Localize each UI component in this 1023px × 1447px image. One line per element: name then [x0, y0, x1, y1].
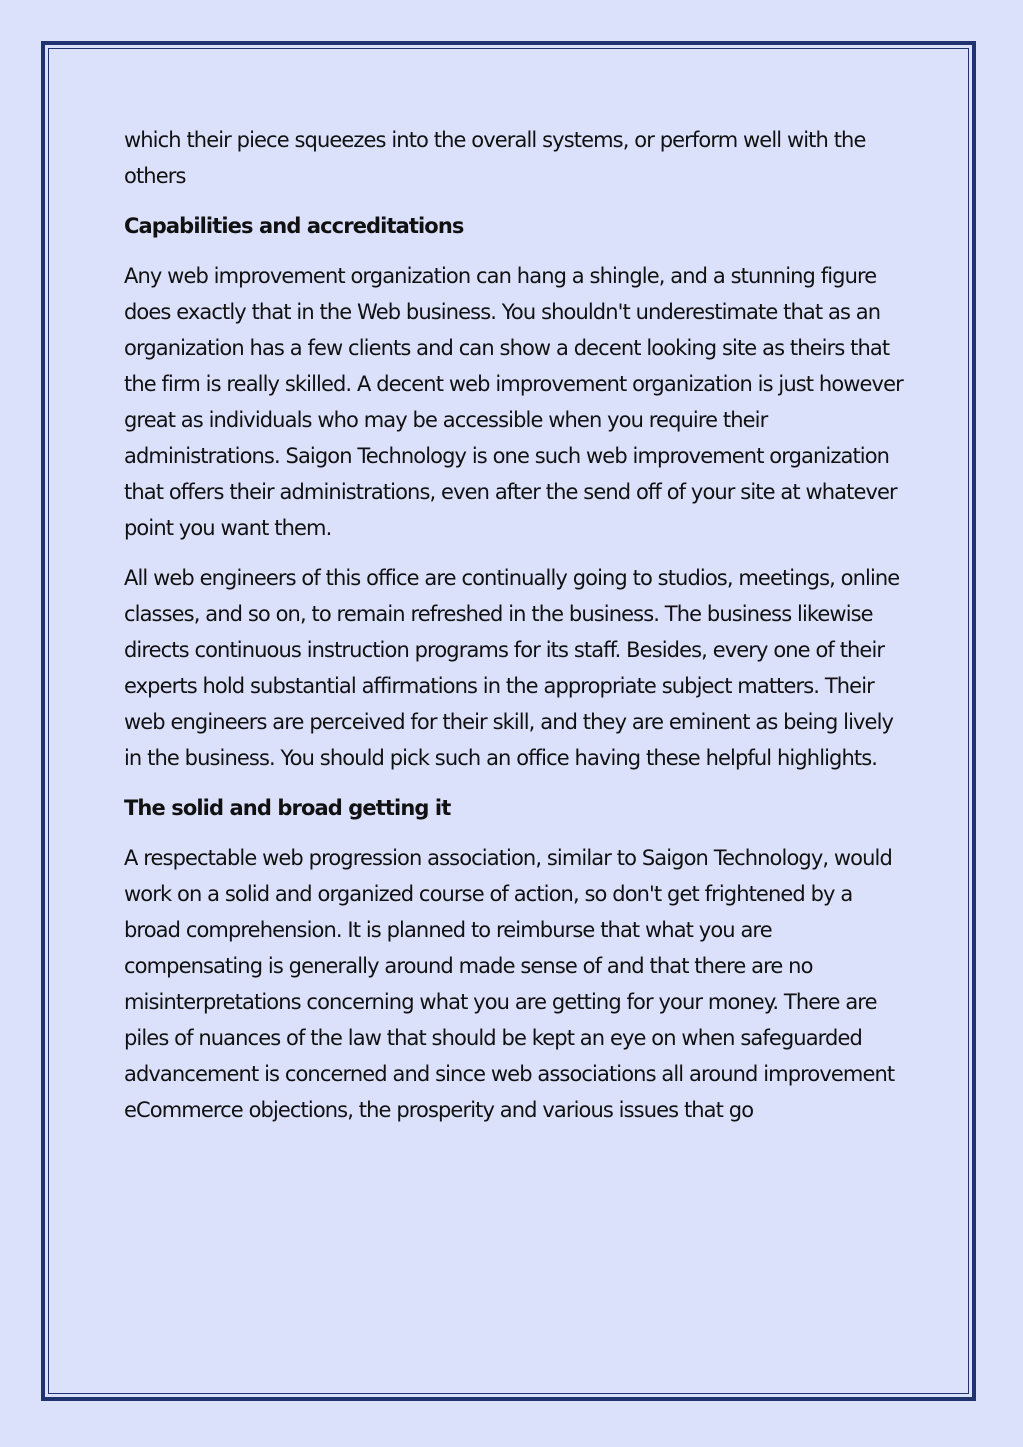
- paragraph-capabilities: Any web improvement organization can hang a shingle, and a stunning figure does exactly that in the Web business. You shouldn't underestimate that as an organization has a few clients and can show a decent looking site as theirs that the firm is really skilled. A decent web improvement organization is just however great as individuals who may be accessible when you require their administrations. Saigon Technology is one such web improvement organization that offers their administrations, even after the send off of your site at whatever point you want them.: [124, 264, 903, 540]
- paragraph-engineers: All web engineers of this office are continually going to studios, meetings, online classes, and so on, to remain refreshed in the business. The business likewise directs continuous instruction programs for its staff. Besides, every one of their experts hold substantial affirmations in the appropriate subject matters. Their web engineers are perceived for their skill, and they are eminent as being lively in the business. You should pick such an office having these helpful highlights.: [124, 566, 900, 770]
- section-heading-capabilities: Capabilities and accreditations: [124, 214, 464, 238]
- paragraph-continuation: which their piece squeezes into the overall systems, or perform well with the others: [124, 128, 866, 188]
- section-heading-solid-broad: The solid and broad getting it: [124, 796, 451, 820]
- document-body: [124, 122, 914, 1142]
- paragraph-solid-broad: A respectable web progression association, similar to Saigon Technology, would work on a solid and organized course of action, so don't get frightened by a broad comprehension. It is planned to reimburse that what you are compensating is generally around made sense of and that there are no misinterpretations concerning what you are getting for your money. There are piles of nuances of the law that should be kept an eye on when safeguarded advancement is concerned and since web associations all around improvement eCommerce objections, the prosperity and various issues that go: [124, 846, 895, 1122]
